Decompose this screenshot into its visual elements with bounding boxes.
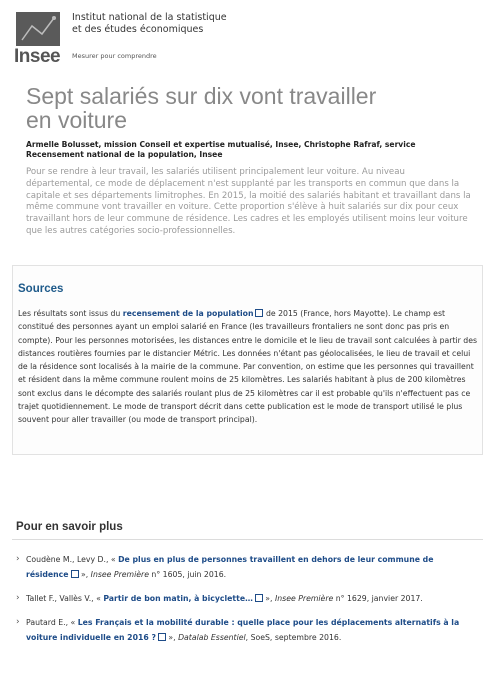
reference-details: n° 1605, juin 2016. xyxy=(148,570,227,579)
reference-authors: Tallet F., Vallès V., « xyxy=(26,594,104,603)
reference-journal: Insee Première xyxy=(90,570,149,579)
reference-details: n° 1629, janvier 2017. xyxy=(333,594,423,603)
page-title-line1: Sept salariés sur dix vont travailler xyxy=(26,83,377,109)
reference-journal: Datalab Essentiel xyxy=(178,633,246,642)
reference-item xyxy=(16,591,476,606)
insee-logo[interactable] xyxy=(14,10,66,67)
authors: Armelle Bolusset, mission Conseil et expertise mutualisé, Insee, Christophe Rafraf, service Recensement national de la population, Insee xyxy=(26,140,416,159)
census-link-label: recensement de la population xyxy=(122,309,254,318)
external-link-icon xyxy=(158,633,166,641)
intro-paragraph: Pour se rendre à leur travail, les salariés utilisent principalement leur voiture. Au niveau départemental, ce mode de déplacement n'est supplanté par les transports en commun que dans la capitale et ses départements limitrophes. En 2015, la moitié des salariés habitant et travaillant dans la même commune vont travailler en voiture. Cette proportion s'élève à huit salariés sur dix pour ceux travaillant hors de leur commune de résidence. Les cadres et les employés utilisent moins leur voiture que les autres catégories socio-professionnelles. xyxy=(26,167,471,236)
external-link-icon xyxy=(255,594,263,602)
sources-text xyxy=(18,307,478,427)
page-title-line2: en voiture xyxy=(26,107,128,133)
institute-name-line2: et des études économiques xyxy=(72,24,204,35)
insee-logo-mark xyxy=(16,12,60,46)
reference-after: », xyxy=(262,594,275,603)
reference-link-label: Partir de bon matin, à bicyclette… xyxy=(103,594,253,603)
sources-heading: Sources xyxy=(18,283,64,295)
reference-link-label: De plus en plus de personnes travaillent en dehors de leur commune de résidence xyxy=(26,555,434,579)
logo-graphic-icon xyxy=(16,12,60,46)
sources-text-after: de 2015 (France, hors Mayotte). Le champ est constitué des personnes ayant un emploi salarié en France (les travailleurs frontaliers ne sont donc pas pris en compte). Pour les personnes motorisées, les distances entre le domicile et le lieu de travail sont calculées à partir des distances routières fournies par le distancier Métric. Les données n'étant pas géolocalisées, le lieu de travail et celui de la résidence sont localisés à la mairie de la commune. Par convention, on estime que les personnes qui travaillent et résident dans la même commune roulent moins de 25 kilomètres. Les salariés habitant à plus de 200 kilomètres sont exclus dans le décompte des salariés roulant plus de 25 kilomètres car il est probable qu'ils n'effectuent pas ce trajet quotidiennement. Le mode de transport décrit dans cette publication est le mode de transport utilisé le plus souvent pour aller travailler (ou mode de transport principal). xyxy=(18,309,478,425)
reference-item xyxy=(16,615,476,645)
reference-after: », xyxy=(78,570,91,579)
census-link[interactable] xyxy=(123,309,264,318)
reference-item xyxy=(16,552,476,582)
page-title xyxy=(26,84,466,132)
divider xyxy=(12,539,483,540)
institute-name-line1: Institut national de la statistique xyxy=(72,12,227,23)
tagline: Mesurer pour comprendre xyxy=(72,52,157,60)
reference-authors: Pautard E., « xyxy=(26,618,78,627)
reference-authors: Coudène M., Levy D., « xyxy=(26,555,119,564)
external-link-icon xyxy=(255,309,263,317)
header xyxy=(14,10,484,66)
reference-journal: Insee Première xyxy=(274,594,334,603)
logo-text: Insee xyxy=(14,46,61,67)
reference-link-label: Les Français et la mobilité durable : quelle place pour les déplacements alternatifs à la voiture individuelle en 2016 ? xyxy=(26,618,460,642)
reference-details: , SoeS, septembre 2016. xyxy=(245,633,342,642)
sources-box xyxy=(12,265,483,455)
reference-link[interactable] xyxy=(103,594,263,603)
chevron-right-icon: › xyxy=(16,617,20,627)
more-heading: Pour en savoir plus xyxy=(16,521,123,533)
external-link-icon xyxy=(71,570,79,578)
references-list xyxy=(16,552,476,654)
chevron-right-icon: › xyxy=(16,554,20,564)
institute-name xyxy=(72,12,227,36)
reference-after: », xyxy=(165,633,179,642)
chevron-right-icon: › xyxy=(16,593,20,603)
sources-text-before: Les résultats sont issus du xyxy=(18,309,123,318)
